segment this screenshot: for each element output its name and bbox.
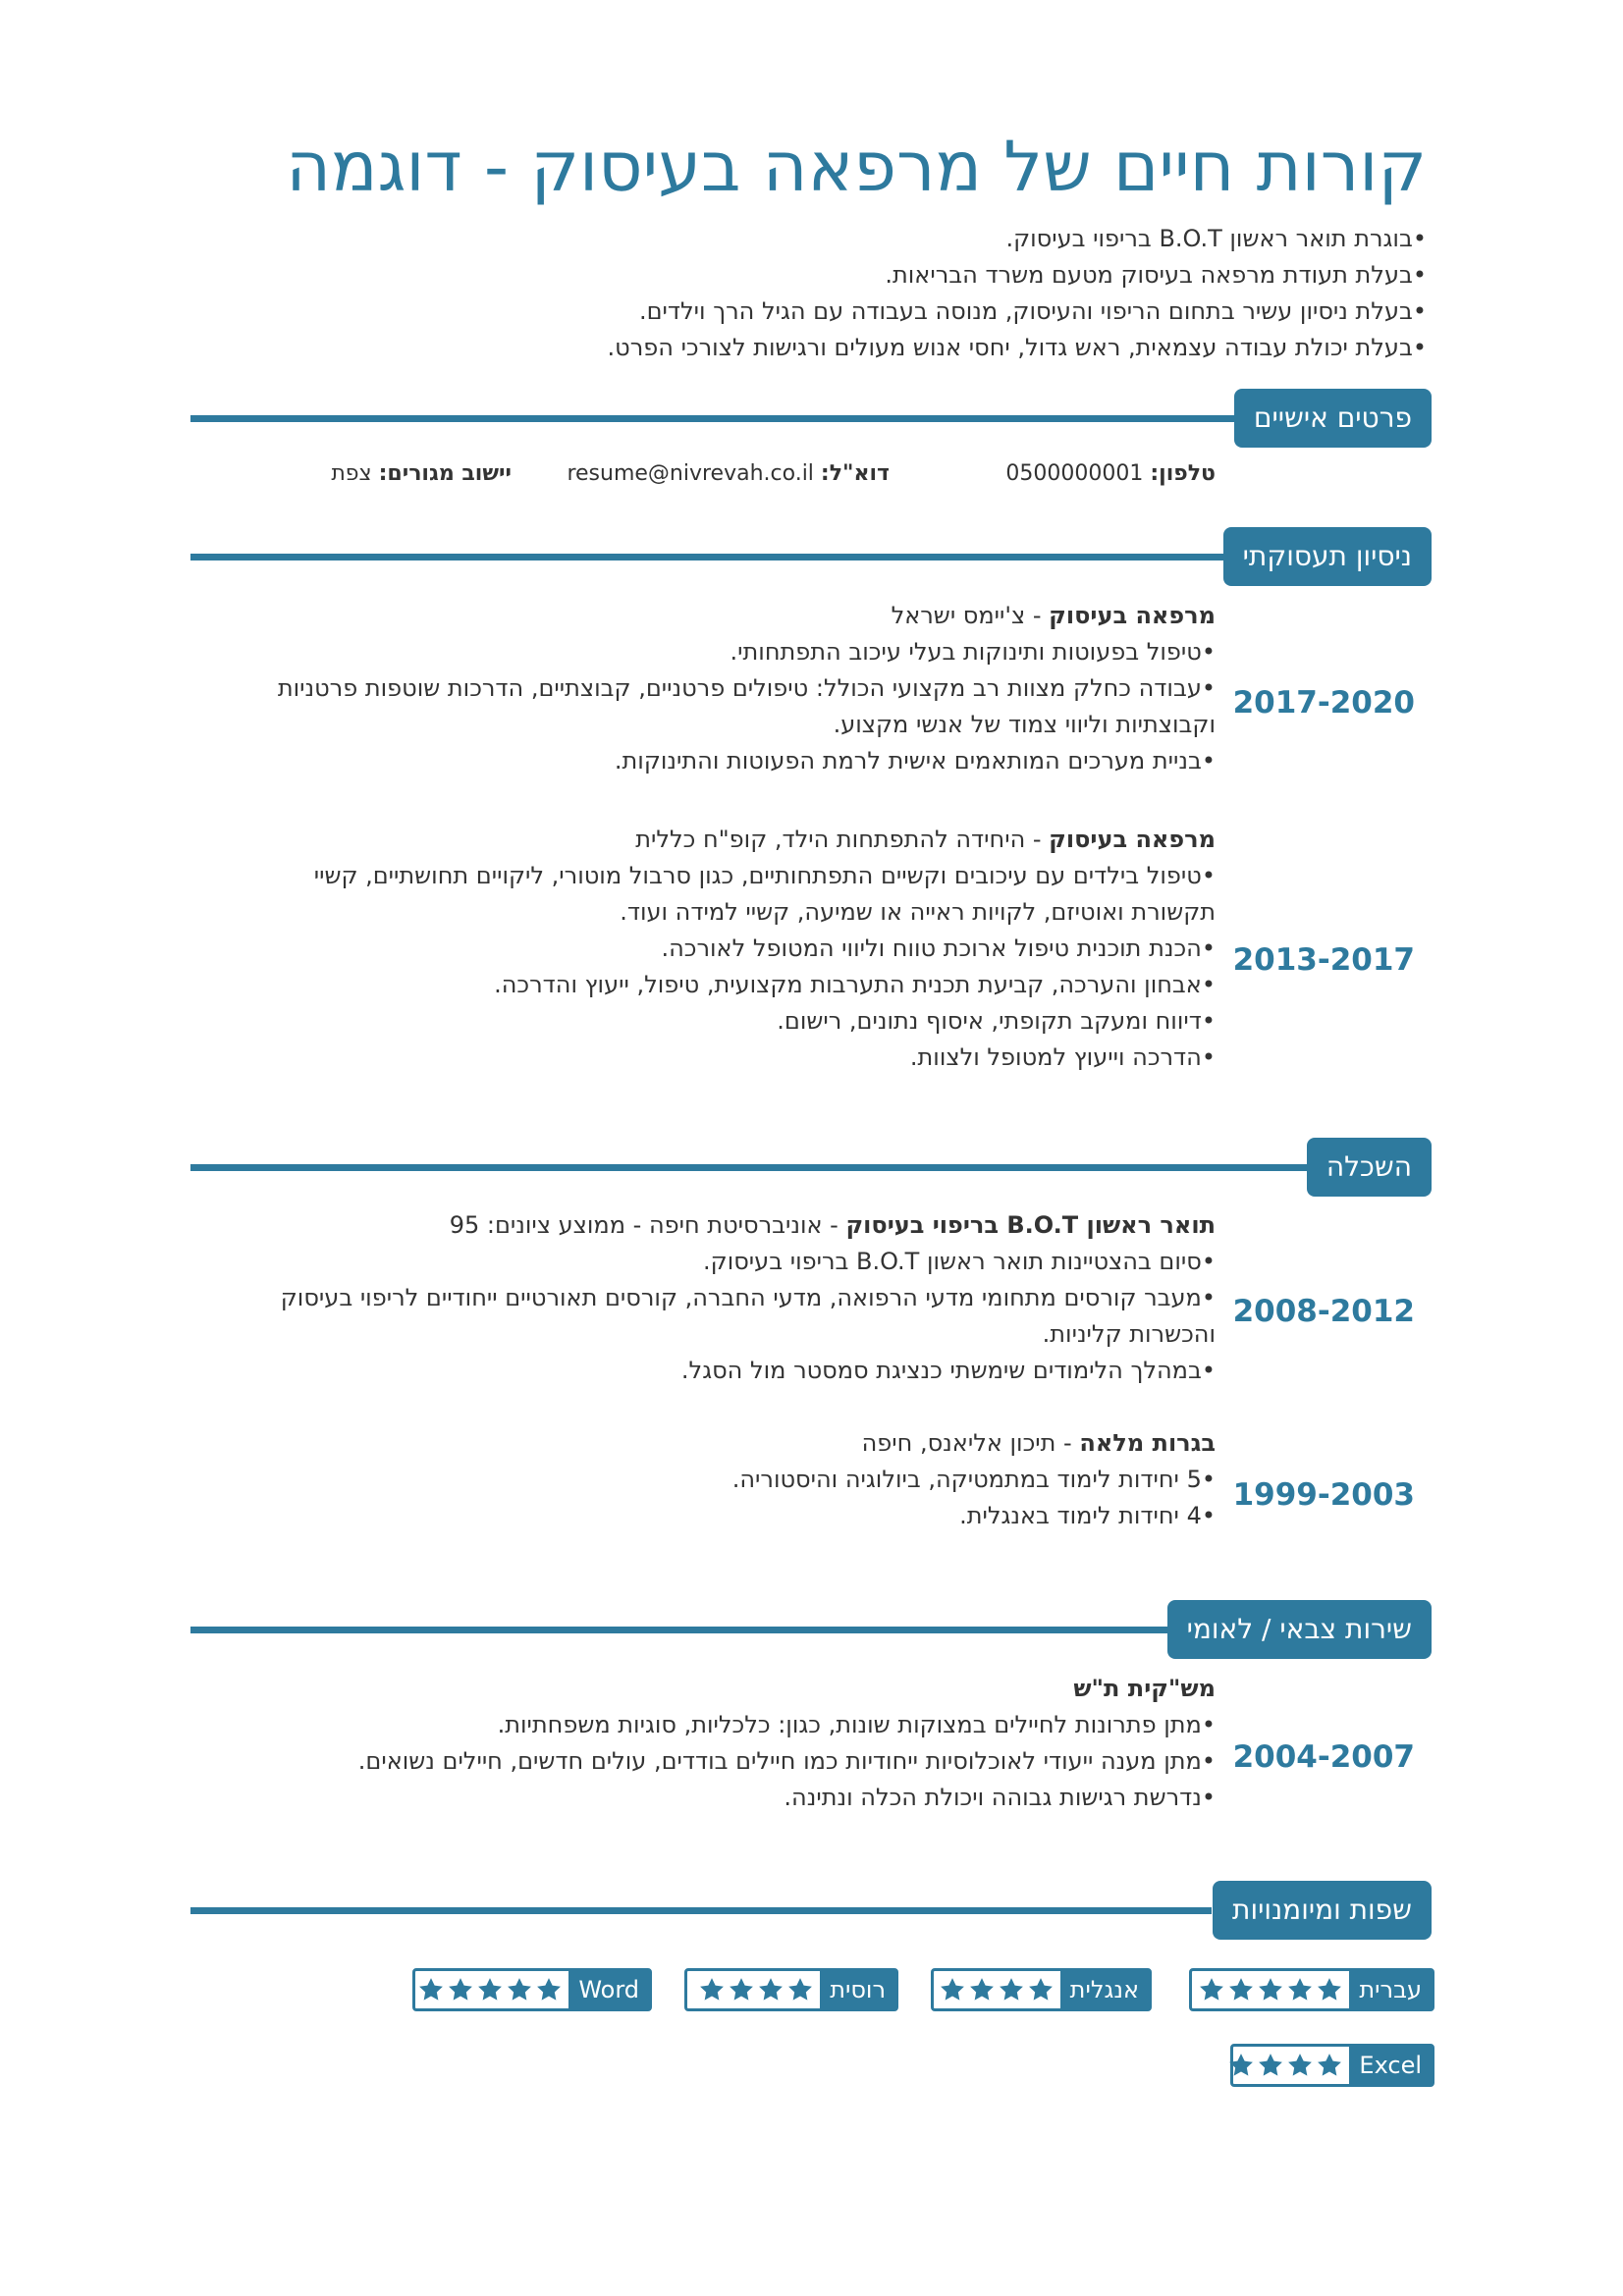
military-entry	[214, 1671, 1216, 1816]
entry-line: •טיפול בפעוטות ותינוקות בעלי עיכוב התפתחותי.	[730, 638, 1216, 666]
entry-years: 2013-2017	[1232, 942, 1415, 978]
skill-badge	[931, 1968, 1152, 2011]
skill-badge	[1189, 1968, 1434, 2011]
entry-line: •סיום בהצטיינות תואר ראשון B.O.T בריפוי בעיסוק.	[703, 1248, 1216, 1275]
entry-org: - צ'יימס ישראל	[891, 602, 1050, 629]
entry-line: •הכנת תוכנית טיפול ארוכת טווח וליווי המטופל לאורכה.	[661, 934, 1216, 962]
skill-label: Excel	[1349, 2047, 1432, 2084]
entry-years: 1999-2003	[1232, 1477, 1415, 1513]
entry-years: 2017-2020	[1232, 685, 1415, 721]
education-entry	[214, 1425, 1216, 1534]
star-icon	[535, 1976, 563, 2003]
section-header-personal: פרטים אישיים	[1234, 389, 1432, 448]
entry-title: מרפאה בעיסוק	[1049, 602, 1216, 629]
entry-title: מרפאה בעיסוק	[1049, 826, 1216, 853]
star-icon	[728, 1976, 755, 2003]
entry-line: •בניית מערכים המותאמים אישית לרמת הפעוטות והתינוקות.	[614, 747, 1216, 774]
skill-badge	[684, 1968, 898, 2011]
email-label: דוא"ל:	[820, 461, 890, 486]
star-icon	[1286, 2052, 1314, 2079]
skill-label: רוסית	[820, 1971, 895, 2008]
skill-rating	[692, 1971, 820, 2008]
entry-title: מש"קית ת"ש	[1073, 1675, 1216, 1702]
skill-rating	[1192, 1971, 1349, 2008]
star-icon	[786, 1976, 814, 2003]
phone-label: טלפון:	[1150, 461, 1216, 486]
star-icon	[757, 1976, 784, 2003]
section-divider	[190, 1907, 1212, 1914]
summary-line: •בוגרת תואר ראשון B.O.T בריפוי בעיסוק.	[1005, 225, 1427, 252]
section-divider	[190, 1164, 1310, 1171]
star-icon	[1227, 1976, 1255, 2003]
entry-heading	[214, 1425, 1216, 1462]
experience-entry	[214, 598, 1216, 779]
star-icon	[939, 1976, 966, 2003]
star-icon	[1257, 1976, 1284, 2003]
entry-heading	[214, 1207, 1216, 1244]
entry-line: •עבודה כחלק מצוות רב מקצועי הכולל: טיפולים פרטניים, קבוצתיים, הדרכות שוטפות פרטניות	[277, 674, 1216, 702]
skill-rating	[1221, 2047, 1349, 2084]
section-header-military: שירות צבאי / לאומי	[1167, 1600, 1432, 1659]
star-icon	[417, 1976, 445, 2003]
entry-heading	[214, 822, 1216, 858]
email-value: resume@nivrevah.co.il	[567, 461, 814, 486]
entry-org: - אוניברסיטת חיפה - ממוצע ציונים: 95	[449, 1211, 846, 1239]
star-icon	[1227, 2052, 1255, 2079]
skill-label: Word	[568, 1971, 649, 2008]
entry-title: בגרות מלאה	[1079, 1429, 1216, 1457]
star-icon	[698, 1976, 726, 2003]
section-header-education: השכלה	[1307, 1138, 1432, 1197]
contact-phone	[1005, 461, 1216, 486]
star-icon	[998, 1976, 1025, 2003]
star-icon	[447, 1976, 474, 2003]
star-icon	[1257, 2052, 1284, 2079]
skill-rating	[933, 1971, 1060, 2008]
star-icon	[1027, 1976, 1055, 2003]
entry-line: •5 יחידות לימוד במתמטיקה, ביולוגיה והיסטוריה.	[731, 1466, 1216, 1493]
entry-org: - היחידה להתפתחות הילד, קופ"ח כללית	[635, 826, 1050, 853]
entry-heading	[214, 1671, 1216, 1707]
entry-line: וקבוצתיות וליווי צמוד של אנשי מקצוע.	[833, 711, 1216, 738]
skill-rating	[411, 1971, 568, 2008]
entry-line: •במהלך הלימודים שימשתי כנציגת סמסטר מול הסגל.	[680, 1357, 1216, 1384]
entry-title: תואר ראשון B.O.T בריפוי בעיסוק	[845, 1211, 1216, 1239]
entry-years: 2008-2012	[1232, 1294, 1415, 1329]
experience-entry	[214, 822, 1216, 1076]
section-divider	[190, 415, 1271, 422]
city-value: צפת	[331, 461, 372, 486]
summary-line: •בעלת ניסיון עשיר בתחום הריפוי והעיסוק, מנוסה בעבודה עם הגיל הרך וילדים.	[639, 297, 1427, 325]
summary	[608, 221, 1427, 366]
summary-line: •בעלת תעודת מרפאה בעיסוק מטעם משרד הבריאות.	[885, 261, 1427, 289]
entry-line: •4 יחידות לימוד באנגלית.	[959, 1502, 1216, 1529]
entry-line: •הדרכה וייעוץ למטופל ולצוות.	[909, 1043, 1216, 1071]
city-label: יישוב מגורים:	[378, 461, 512, 486]
skill-label: אנגלית	[1060, 1971, 1149, 2008]
entry-org: - תיכון אליאנס, חיפה	[861, 1429, 1080, 1457]
skill-badge	[412, 1968, 652, 2011]
entry-line: •מתן מענה ייעודי לאוכלוסיות ייחודיות כמו חיילים בודדים, עולים חדשים, חיילים נשואים.	[357, 1747, 1216, 1775]
entry-years: 2004-2007	[1232, 1739, 1415, 1775]
entry-line: •מתן פתרונות לחיילים במצוקות שונות, כגון: כלכליות, סוגיות משפחתיות.	[497, 1711, 1216, 1738]
star-icon	[1198, 1976, 1225, 2003]
page-title: קורות חיים של מרפאה בעיסוק - דוגמה	[286, 127, 1427, 207]
section-header-experience: ניסיון תעסוקתי	[1223, 527, 1432, 586]
section-divider	[190, 1627, 1172, 1633]
star-icon	[476, 1976, 504, 2003]
entry-line: •מעבר קורסים מתחומי מדעי הרפואה, מדעי החברה, קורסים תאורטיים ייחודיים לריפוי בעיסוק	[280, 1284, 1216, 1311]
education-entry	[214, 1207, 1216, 1389]
star-icon	[506, 1976, 533, 2003]
section-divider	[190, 554, 1231, 561]
entry-line: •נדרשת רגישות גבוהה ויכולת הכלה ונתינה.	[784, 1784, 1216, 1811]
section-header-skills: שפות ומיומנויות	[1213, 1881, 1432, 1940]
contact-city	[331, 461, 512, 486]
entry-line: •דיווח ומעקב תקופתי, איסוף נתונים, רישום.	[777, 1007, 1216, 1035]
entry-line: תקשורת ואוטיזם, לקויות ראייה או שמיעה, קשיי למידה ועוד.	[620, 898, 1216, 926]
star-icon	[968, 1976, 996, 2003]
entry-line: •טיפול בילדים עם עיכובים וקשיים התפתחותיים, כגון סרבול מוטורי, ליקויים תחושתיים, קשיי	[313, 862, 1216, 889]
skill-label: עברית	[1349, 1971, 1432, 2008]
summary-line: •בעלת יכולת עבודה עצמאית, ראש גדול, יחסי אנוש מעולים ורגישות לצורכי הפרט.	[607, 334, 1427, 361]
star-icon	[1316, 1976, 1343, 2003]
entry-heading	[214, 598, 1216, 634]
contact-email	[567, 461, 890, 486]
phone-value: 0500000001	[1005, 461, 1144, 486]
star-icon	[1286, 1976, 1314, 2003]
entry-line: •אבחון והערכה, קביעת תכנית התערבות מקצועית, טיפול, ייעוץ והדרכה.	[494, 971, 1216, 998]
star-icon	[1316, 2052, 1343, 2079]
entry-line: והכשרות קליניות.	[1042, 1320, 1216, 1348]
skill-badge	[1230, 2044, 1434, 2087]
